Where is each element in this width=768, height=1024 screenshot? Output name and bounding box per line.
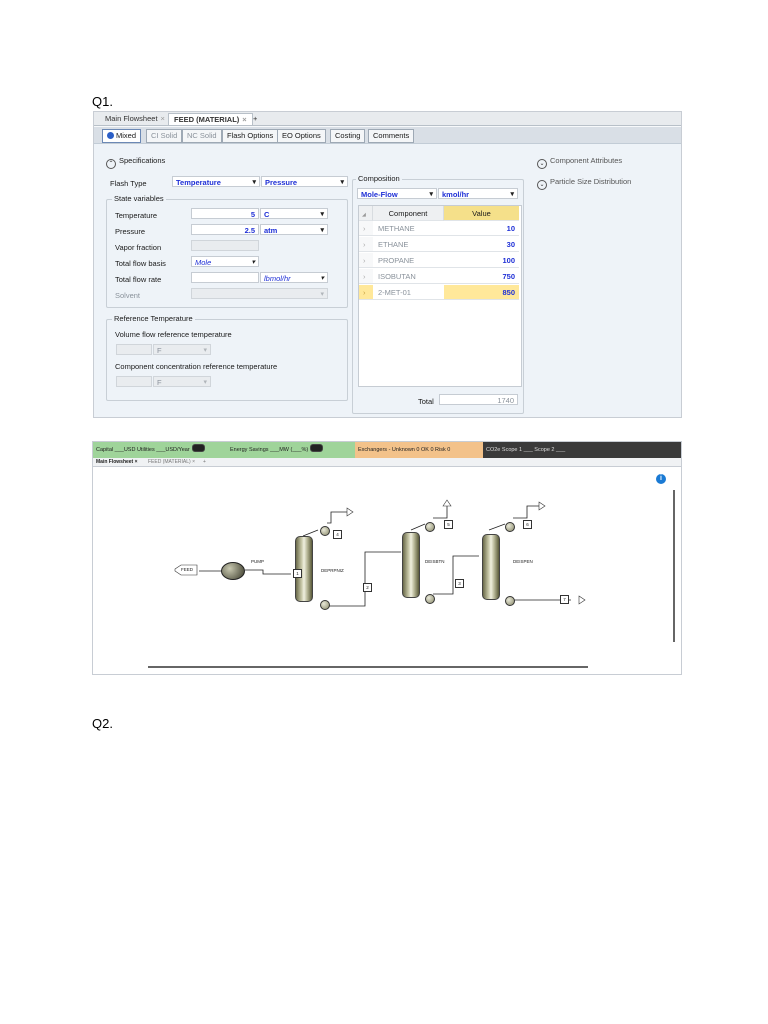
stream-7-label[interactable]: 7 — [560, 595, 569, 604]
pump-icon[interactable] — [221, 562, 245, 580]
debutanizer-column[interactable] — [402, 532, 420, 598]
stream-6-label[interactable]: 6 — [523, 520, 532, 529]
specifications-header[interactable]: ⌃ Specifications — [106, 156, 165, 169]
tab-main-flowsheet[interactable]: Main Flowsheet × — [105, 114, 165, 123]
component-name: ETHANE — [373, 237, 444, 252]
composition-unit-select[interactable]: kmol/hr ▾ — [438, 188, 518, 199]
new-tab-button[interactable]: + — [203, 459, 206, 465]
volume-flow-ref-temp-label: Volume flow reference temperature — [115, 330, 232, 339]
form-panel — [94, 143, 681, 418]
tab-eo-options[interactable]: EO Options — [277, 129, 326, 143]
form-tab-bar — [94, 127, 681, 143]
depropanizer-label: DEPRPNIZ — [321, 568, 344, 573]
document-tab-bar — [94, 112, 681, 126]
feed-stream-form-screenshot — [93, 111, 682, 418]
component-value[interactable]: 100 — [444, 253, 519, 268]
component-name: ISOBUTAN — [373, 269, 444, 284]
pressure-label: Pressure — [115, 227, 146, 236]
component-value[interactable]: 750 — [444, 269, 519, 284]
tab-main-flowsheet[interactable]: Main Flowsheet × — [96, 459, 138, 465]
flash-type-label: Flash Type — [110, 179, 147, 188]
tab-mixed[interactable]: Mixed — [102, 129, 141, 143]
energy-savings-indicator[interactable]: Energy Savings ___MW (___%) — [227, 442, 359, 458]
composition-grid: ◢ Component Value › METHANE 10 › ETHANE 30 › PROPANE 100 › ISOBUTAN 750 › 2-MET-01 850 — [358, 205, 522, 387]
vapor-fraction-input — [191, 240, 259, 251]
grid-header-value[interactable]: Value — [444, 206, 519, 221]
question-1-label: Q1. — [92, 94, 113, 109]
pressure-unit-select[interactable]: atm ▾ — [260, 224, 328, 235]
tab-nc-solid[interactable]: NC Solid — [182, 129, 222, 143]
grid-header-component[interactable]: Component — [373, 206, 444, 221]
condenser-2-icon[interactable] — [425, 522, 435, 532]
reference-temperature-title: Reference Temperature — [114, 314, 193, 323]
info-icon[interactable]: i — [656, 474, 666, 484]
tab-ci-solid[interactable]: CI Solid — [146, 129, 182, 143]
component-conc-ref-temp-label: Component concentration reference temperature — [115, 362, 278, 371]
volume-flow-ref-temp-input — [116, 344, 152, 355]
component-value[interactable]: 30 — [444, 237, 519, 252]
solvent-select — [191, 288, 328, 299]
volume-flow-ref-temp-unit: F ▾ — [153, 344, 211, 355]
component-name: 2-MET-01 — [373, 285, 444, 300]
component-attributes-link[interactable]: ⌄ Component Attributes — [537, 156, 622, 169]
new-tab-button[interactable]: + — [253, 114, 258, 123]
depentanizer-label: DEISPEN — [513, 559, 533, 564]
stream-2-label[interactable]: 2 — [363, 583, 372, 592]
component-value[interactable]: 850 — [444, 285, 519, 300]
horizontal-scrollbar[interactable] — [148, 666, 588, 668]
toggle-icon — [310, 444, 323, 452]
reboiler-1-icon[interactable] — [320, 600, 330, 610]
component-conc-ref-temp-input — [116, 376, 152, 387]
exchangers-indicator[interactable]: Exchangers - Unknown 0 OK 0 Risk 0 — [355, 442, 487, 458]
chevron-down-icon: ⌄ — [537, 180, 547, 190]
component-name: METHANE — [373, 221, 444, 236]
component-value[interactable]: 10 — [444, 221, 519, 236]
stream-5-label[interactable]: 5 — [444, 520, 453, 529]
reboiler-3-icon[interactable] — [505, 596, 515, 606]
total-value: 1740 — [439, 394, 518, 405]
total-flow-basis-label: Total flow basis — [115, 259, 166, 268]
chevron-down-icon: ⌄ — [537, 159, 547, 169]
depentanizer-column[interactable] — [482, 534, 500, 600]
temperature-unit-select[interactable]: C ▾ — [260, 208, 328, 219]
capital-utilities-indicator[interactable]: Capital ___USD Utilities ___USD/Year — [93, 442, 231, 458]
composition-title: Composition — [358, 174, 400, 183]
flash-spec1-select[interactable]: Temperature ▾ — [172, 176, 260, 187]
toggle-icon — [192, 444, 205, 452]
composition-basis-select[interactable]: Mole-Flow ▾ — [357, 188, 437, 199]
economics-bar — [93, 442, 681, 458]
solvent-label: Solvent — [115, 291, 141, 300]
component-name: PROPANE — [373, 253, 444, 268]
total-flow-rate-input[interactable] — [191, 272, 259, 283]
flowsheet-canvas — [93, 466, 681, 666]
check-icon — [107, 132, 114, 139]
question-2-label: Q2. — [92, 716, 113, 731]
pressure-input[interactable]: 2.5 — [191, 224, 259, 235]
stream-4-label[interactable]: 4 — [333, 530, 342, 539]
total-label: Total — [418, 397, 434, 406]
tab-comments[interactable]: Comments — [368, 129, 414, 143]
tab-feed-material[interactable]: FEED (MATERIAL) × — [148, 459, 195, 465]
particle-size-distribution-link[interactable]: ⌄ Particle Size Distribution — [537, 177, 631, 190]
reboiler-2-icon[interactable] — [425, 594, 435, 604]
tab-feed-material[interactable]: FEED (MATERIAL) × — [168, 113, 253, 125]
vapor-fraction-label: Vapor fraction — [115, 243, 162, 252]
component-conc-ref-temp-unit: F ▾ — [153, 376, 211, 387]
grid-corner: ◢ — [359, 206, 373, 221]
pump-label: PUMP — [251, 559, 265, 564]
chevron-up-icon: ⌃ — [106, 159, 116, 169]
total-flow-rate-unit-select[interactable]: lbmol/hr ▾ — [260, 272, 328, 283]
tab-costing[interactable]: Costing — [330, 129, 365, 143]
co2e-indicator[interactable]: CO2e Scope 1 ___ Scope 2 ___ — [483, 442, 587, 458]
condenser-3-icon[interactable] — [505, 522, 515, 532]
flowsheet-screenshot — [92, 441, 682, 675]
total-flow-basis-select[interactable]: Mole ▾ — [191, 256, 259, 267]
flash-spec2-select[interactable]: Pressure ▾ — [261, 176, 348, 187]
temperature-input[interactable]: 5 — [191, 208, 259, 219]
temperature-label: Temperature — [115, 211, 158, 220]
stream-3-label[interactable]: 3 — [455, 579, 464, 588]
stream-1-label[interactable]: 1 — [293, 569, 302, 578]
tab-flash-options[interactable]: Flash Options — [222, 129, 278, 143]
state-variables-title: State variables — [114, 194, 164, 203]
total-flow-rate-label: Total flow rate — [115, 275, 162, 284]
condenser-1-icon[interactable] — [320, 526, 330, 536]
feed-label: FEED — [181, 567, 194, 572]
debutanizer-label: DEISBTN — [425, 559, 445, 564]
